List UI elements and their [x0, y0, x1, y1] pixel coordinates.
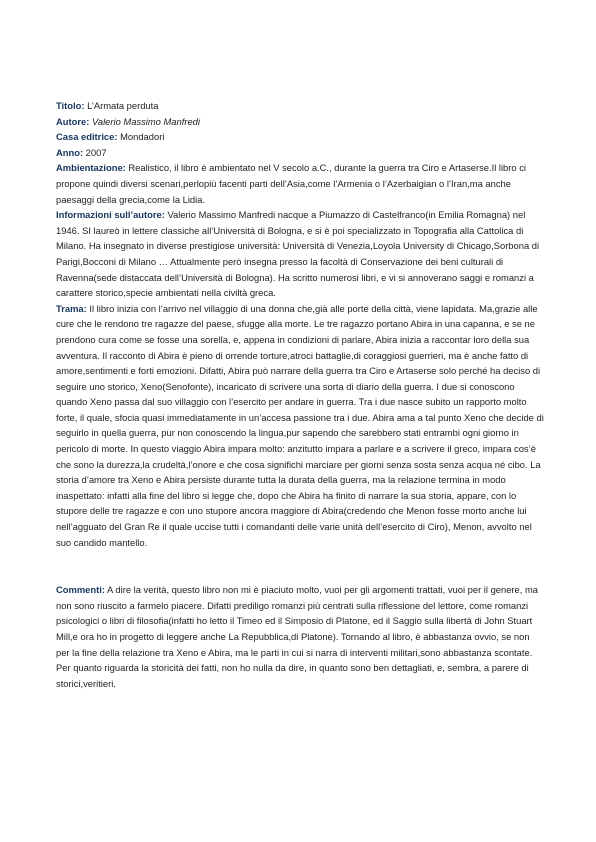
comments-paragraph [56, 582, 544, 691]
publisher-value: Mondadori [117, 131, 165, 143]
year-label: Anno: [56, 146, 84, 158]
plot-paragraph [56, 301, 544, 551]
title-label: Titolo: [56, 100, 85, 111]
author-line [56, 114, 544, 130]
title-line [56, 98, 544, 114]
author-label: Autore: [56, 115, 90, 127]
plot-text: Il libro inizia con l’arrivo nel villaggio di una donna che,già alle porte della città, viene lapidata. Ma,grazie alle cure che le rendono tre ragazze del paese, sfugge alla morte. Le tre ragazzo portano Abira in una capanna, e se ne prendono cura come se fosse una sorella, e, appena in condizioni di parlare, Abira inizia a raccontar loro della sua avventura. Il racconto di Abira è pieno di orrende torture,atroci battaglie,di coraggiosi guerrieri, ma è anche fatto di amore,sentimenti e forti emozioni. Difatti, Abira può narrare della guerra tra Ciro e Artaserse solo perché ha deciso di seguire uno storico, Xeno(Senofonte), incaricato di scrivere una sorta di diario della guerra. I due si conoscono quando Xeno passa dal suo villaggio con l’esercito per andare in guerra. Tra i due nasce subito un rapporto molto forte, il quale, sfocia quasi immediatamente in un’accesa passione tra i due. Abira ama a tal punto Xeno che decide di seguirlo in quella guerra, pur non conoscendo la lingua,pur sapendo che sarebbero stati entrambi ogni giorno in pericolo di morte. In questo viaggio Abira impara molto: anzitutto impara a parlare e a scrivere il greco, impara cos’è che sono la durezza,la crudeltà,l’onore e che cosa significhi marciare per giorni senza sosta senza acqua né cibo. La storia d’amore tra Xeno e Abira persiste durante tutta la durata della guerra, ma la relazione termina in modo inaspettato: infatti alla fine del libro si legge che, dopo che Abira ha finito di narrare la sua storia, appare, con lo stupore delle tre ragazze e con uno stupore ancora maggiore di Abira(credendo che Menon fosse morto anche lui nell’agguato del Gran Re il quale uccise tutti i comandanti delle varie unità dell’esercito di Ciro), Menon, avvolto nel suo candido mantello. [56, 302, 544, 548]
author-info-label: Informazioni sull’autore: [56, 209, 165, 221]
author-value: Valerio Massimo Manfredi [91, 115, 200, 127]
author-info-text: Valerio Massimo Manfredi nacque a Piumazzo di Castelfranco(in Emilia Romagna) nel 1946. SI laureò in lettere classiche all’Università di Bologna, e si è poi specializzato in Topografia alla Cattolica di Milano. Ha insegnato in diverse prestigiose università: Università di Venezia,Loyola University di Chicago,Sorbona di Parigi,Bocconi di Milano … Attualmente però insegna presso la facoltà di Conservazione dei beni culturali di Ravenna(sede distaccata dell’Università di Bologna). Ha scritto numerosi libri, e vi si annoverano saggi e romanzi a carattere storico,specie ambientati nella civiltà greca. [56, 209, 540, 299]
title-value: L’Armata perduta [84, 100, 159, 111]
author-info-paragraph [56, 207, 544, 301]
plot-label: Trama: [56, 302, 87, 314]
comments-label: Commenti: [56, 584, 105, 596]
setting-label: Ambientazione: [56, 162, 126, 174]
publisher-label: Casa editrice: [56, 131, 118, 143]
comments-text: A dire la verità, questo libro non mi è piaciuto molto, vuoi per gli argomenti trattati, vuoi per il genere, ma non sono riuscito a farmelo piacere. Difatti prediligo romanzi più centrati sulla riflessione del lettore, come romanzi psicologici o libri di filosofia(infatti ho letto il Timeo ed il Simposio di Platone, ed il Saggio sulla libertà di John Stuart Mill,e ora ho in progetto di leggere anche La Repubblica,di Platone). Tornando al libro, è abbastanza ovvio, se non per la fine della relazione tra Xeno e Abira, ma le parti in cui si narra di interventi militari,sono abbastanza scontate. Per quanto riguarda la storicità dei fatti, non ho nulla da dire, in quanto sono ben dettagliati, e, sembra, a parere di storici,veritieri. [56, 584, 539, 689]
document-page [56, 98, 544, 691]
year-line [56, 145, 544, 161]
publisher-line [56, 129, 544, 145]
setting-text: Realistico, il libro è ambientato nel V secolo a.C., durante la guerra tra Ciro e Artaserse.Il libro ci propone quindi diversi scenari,perlopiù facenti parti dell’Asia,come l’Armenia o l’Azerbaigian o l’Iran,ma anche paesaggi della grecia,come la Lidia. [56, 162, 526, 205]
year-value: 2007 [83, 146, 107, 158]
setting-paragraph [56, 160, 544, 207]
